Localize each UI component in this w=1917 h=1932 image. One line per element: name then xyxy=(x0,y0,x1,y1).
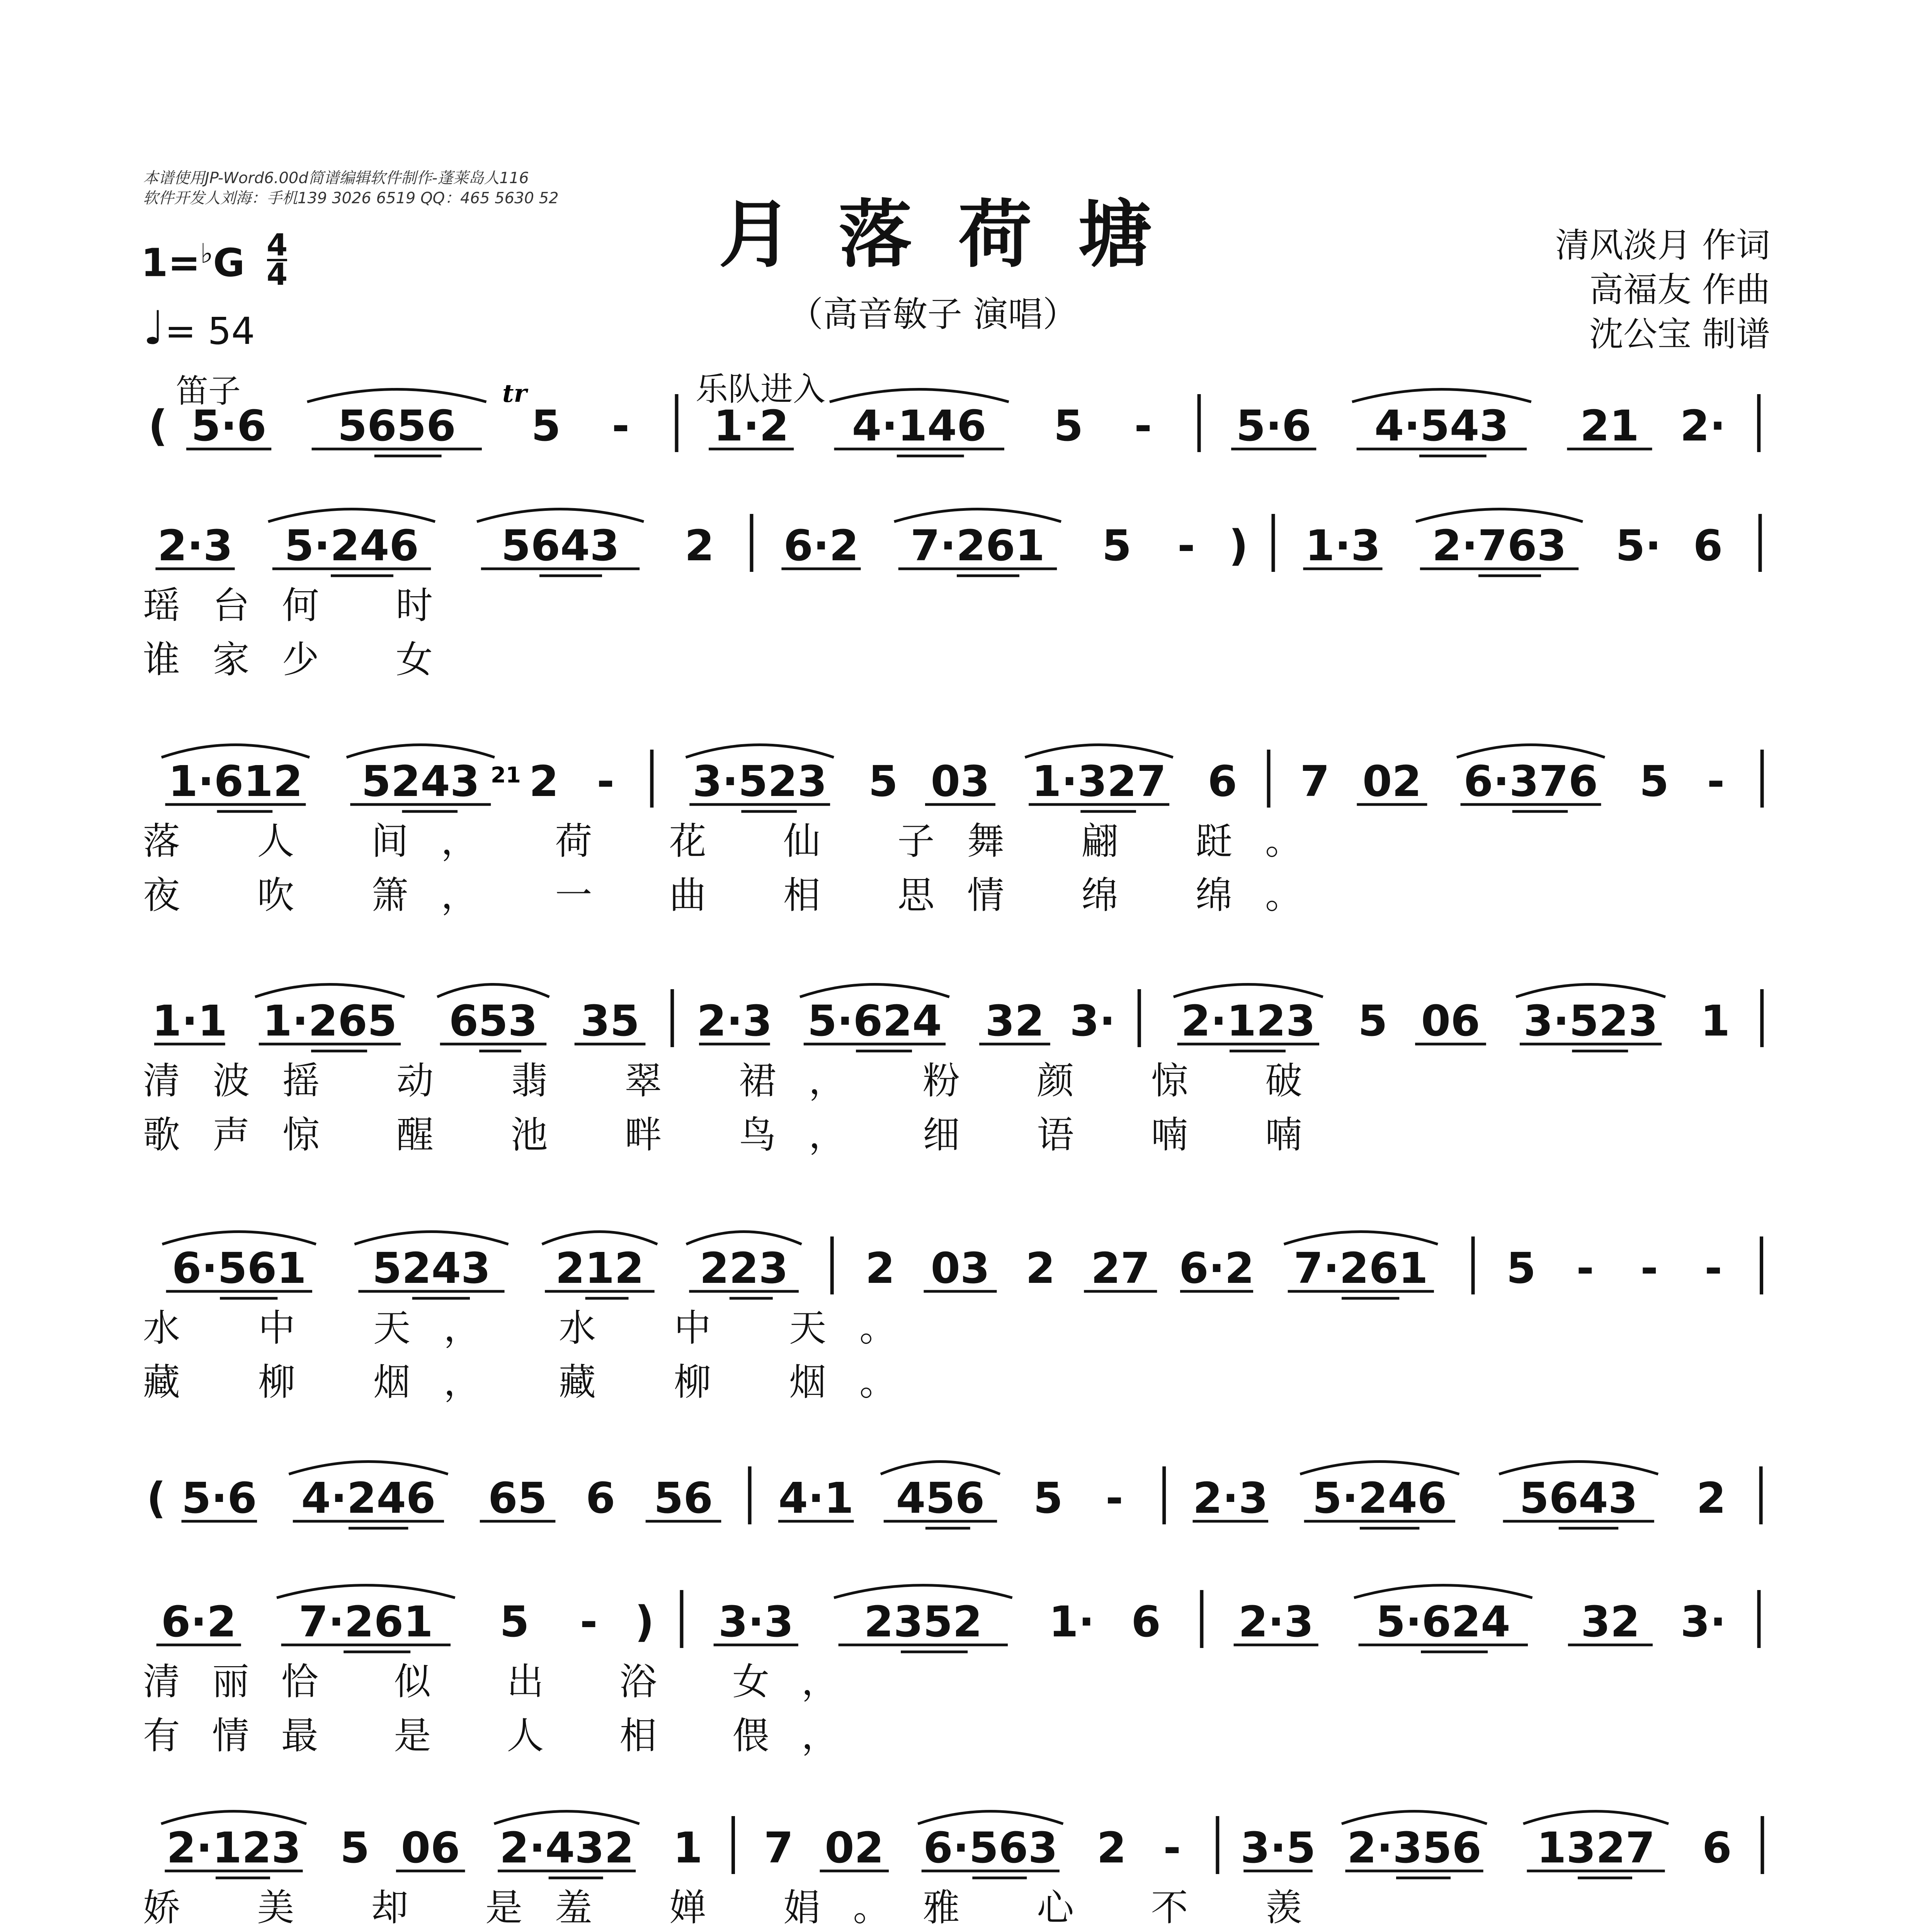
slur xyxy=(268,509,435,522)
note-group: 27 xyxy=(1091,1243,1150,1293)
note-group: 223 xyxy=(699,1243,788,1293)
note-group: 06 xyxy=(401,1823,460,1872)
note-group: 5 xyxy=(1102,521,1132,570)
slur xyxy=(161,1811,306,1824)
note-group: 2352 xyxy=(864,1597,982,1646)
note-group: 32 xyxy=(1580,1597,1640,1646)
key-note: G xyxy=(213,240,245,286)
trill-mark: tr xyxy=(502,379,527,408)
slur xyxy=(437,985,549,997)
note-group: 2 xyxy=(529,757,559,806)
slur xyxy=(277,1585,455,1598)
note-group: - xyxy=(1106,1473,1123,1523)
slur xyxy=(1354,1585,1532,1598)
note-group: 2·3 xyxy=(697,996,772,1046)
note-group: 6 xyxy=(1702,1823,1732,1872)
slur xyxy=(1284,1232,1438,1245)
lyric-line-1: 清丽恰 似 出 浴 女， xyxy=(143,1660,839,1703)
note-group: 6·2 xyxy=(161,1597,236,1646)
note-group: 7·261 xyxy=(298,1597,433,1646)
system-2 xyxy=(143,509,1760,682)
note-group: 2 xyxy=(1696,1473,1726,1523)
lyric-line-1: 落 人 间， 荷 花 仙 子舞 翩 跹。 xyxy=(143,820,1302,863)
note-group: 456 xyxy=(896,1473,985,1523)
slur xyxy=(289,1462,448,1475)
note-group: 03 xyxy=(930,757,990,806)
lyric-line-2: 有情最 是 人 相 偎， xyxy=(143,1714,839,1757)
note-group: 6 xyxy=(1693,521,1723,570)
slur xyxy=(1416,509,1583,522)
note-group: 1·3 xyxy=(1305,521,1381,570)
note-group: ( xyxy=(148,401,168,451)
slur xyxy=(1499,1462,1658,1475)
note-group: 4·246 xyxy=(301,1473,436,1523)
label-band-entry: 乐队进入 xyxy=(696,370,826,408)
note-group: 2 xyxy=(865,1243,895,1293)
note-group: 4·1 xyxy=(778,1473,854,1523)
note-group: 5643 xyxy=(501,521,620,570)
note-group: 4·146 xyxy=(852,401,987,451)
slur xyxy=(1300,1462,1459,1475)
note-group: 5·624 xyxy=(1376,1597,1510,1646)
note-group: 56 xyxy=(654,1473,713,1523)
note-group: 653 xyxy=(449,996,538,1046)
note-group: 7 xyxy=(1300,757,1330,806)
note-group: 5·6 xyxy=(181,1473,257,1523)
note-group: 5 xyxy=(1033,1473,1063,1523)
note-group: 21 xyxy=(1580,401,1639,451)
slur xyxy=(1174,985,1323,997)
note-group: - xyxy=(1163,1823,1181,1872)
note-group: 3· xyxy=(1070,996,1116,1046)
note-group: - xyxy=(1704,1243,1722,1293)
lyric-line-1: 水 中 天， 水 中 天。 xyxy=(143,1306,896,1350)
note-group: 06 xyxy=(1421,996,1480,1046)
note-group: 212 xyxy=(555,1243,644,1293)
note-group: 3·5 xyxy=(1240,1823,1316,1872)
note-group: 02 xyxy=(825,1823,884,1872)
credit-lyrics: 清风淡月 作词 xyxy=(1555,225,1770,265)
note-group: 3·523 xyxy=(692,757,827,806)
slur xyxy=(354,1232,508,1245)
slur xyxy=(1352,389,1531,402)
note-group: 2 xyxy=(1097,1823,1126,1872)
note-group: 35 xyxy=(580,996,640,1046)
note-group: 1·612 xyxy=(168,757,303,806)
note-group: 3·3 xyxy=(718,1597,794,1646)
note-group: 6 xyxy=(1131,1597,1161,1646)
time-bottom: 4 xyxy=(267,257,288,292)
note-group: 1 xyxy=(1700,996,1730,1046)
note-group: 5·6 xyxy=(191,401,267,451)
note-group: 5656 xyxy=(337,401,456,451)
credit-music: 高福友 作曲 xyxy=(1589,270,1770,310)
note-group: 5 xyxy=(1053,401,1084,451)
system-6 xyxy=(146,1462,1761,1529)
quarter-note-icon: ♩ xyxy=(143,301,165,355)
lyric-line-2: 歌声惊 醒 池 畔 鸟， 细 语 喃 喃 xyxy=(143,1113,1302,1156)
lyric-line-1: 娇 美 却 是羞 婵 娟。雅 心 不 羡 xyxy=(143,1886,1302,1929)
lyric-line-2: 夜 吹 箫， 一 曲 相 思情 绵 绵。 xyxy=(143,874,1302,917)
note-group: - xyxy=(612,401,629,451)
credit-score: 沈公宝 制谱 xyxy=(1589,314,1770,354)
time-top: 4 xyxy=(267,228,288,263)
note-group: ) xyxy=(634,1597,654,1646)
note-group: 5243 xyxy=(372,1243,491,1293)
note-group: - xyxy=(1177,521,1195,570)
slur xyxy=(686,1232,802,1245)
note-group: 1· xyxy=(1049,1597,1095,1646)
note-group: 5 xyxy=(868,757,898,806)
lyric-line-2: 谁家少 女 xyxy=(143,638,433,681)
note-group: 32 xyxy=(985,996,1044,1046)
slur xyxy=(1025,745,1173,758)
note-group: 5· xyxy=(1615,521,1662,570)
song-title: 月落荷塘 xyxy=(719,191,1198,277)
slur xyxy=(1523,1811,1669,1824)
note-group: 5·624 xyxy=(807,996,942,1046)
flat-icon: ♭ xyxy=(200,238,213,269)
note-group: - xyxy=(1640,1243,1658,1293)
lyric-line-2: 藏 柳 烟， 藏 柳 烟。 xyxy=(143,1361,896,1404)
key-prefix: 1= xyxy=(141,240,201,286)
slur xyxy=(1457,745,1605,758)
note-group: 02 xyxy=(1362,757,1422,806)
slur xyxy=(307,389,486,402)
note-group: 1·2 xyxy=(713,401,789,451)
note-group: 1327 xyxy=(1536,1823,1655,1872)
note-group: 5 xyxy=(1506,1243,1536,1293)
note-group: 6·376 xyxy=(1463,757,1598,806)
note-group: 5 xyxy=(1639,757,1669,806)
note-group: 5243 xyxy=(361,757,480,806)
slur xyxy=(800,985,949,997)
note-group: 2·356 xyxy=(1347,1823,1482,1872)
slur xyxy=(162,745,310,758)
note-group: - xyxy=(580,1597,598,1646)
note-group: 6 xyxy=(1208,757,1237,806)
note-group: 2 xyxy=(684,521,714,570)
system-5 xyxy=(143,1232,1762,1404)
note-group: - xyxy=(1134,401,1152,451)
note-group: 6·2 xyxy=(783,521,859,570)
note-group: 5·246 xyxy=(1312,1473,1447,1523)
label-flute: 笛子 xyxy=(176,372,241,410)
note-group: 5 xyxy=(531,401,561,451)
note-group: 7 xyxy=(764,1823,794,1872)
slur xyxy=(1342,1811,1487,1824)
note-group: 2 xyxy=(1026,1243,1055,1293)
tempo-value: = 54 xyxy=(165,310,255,353)
note-group: 2·763 xyxy=(1432,521,1567,570)
note-group: 5·246 xyxy=(284,521,419,570)
system-8 xyxy=(143,1811,1762,1932)
note-group: 5·6 xyxy=(1236,401,1311,451)
slur xyxy=(834,1585,1012,1598)
note-group: 1·1 xyxy=(152,996,228,1046)
note-group: 5643 xyxy=(1519,1473,1638,1523)
lyric-line-1: 瑶台何 时 xyxy=(143,584,433,627)
note-group: 2·3 xyxy=(1238,1597,1314,1646)
note-group: - xyxy=(1707,757,1725,806)
slur xyxy=(255,985,405,997)
slur xyxy=(686,745,834,758)
note-group: ) xyxy=(1228,521,1249,570)
note-group: 03 xyxy=(930,1243,990,1293)
lyric-line-1: 清波摇 动 翡 翠 裙， 粉 颜 惊 破 xyxy=(143,1059,1302,1102)
systems-layer xyxy=(143,389,1767,1932)
note-group: 3·523 xyxy=(1523,996,1658,1046)
slur xyxy=(918,1811,1063,1824)
slur xyxy=(894,509,1061,522)
slur xyxy=(542,1232,658,1245)
software-note-line1: 本谱使用JP-Word6.00d简谱编辑软件制作-蓬莱岛人116 xyxy=(143,169,529,187)
note-group: 6·2 xyxy=(1179,1243,1254,1293)
note-group: 3· xyxy=(1680,1597,1726,1646)
note-group: 5 xyxy=(340,1823,370,1872)
song-subtitle: （高音敏子 演唱） xyxy=(788,294,1078,335)
note-group: 2·432 xyxy=(499,1823,634,1872)
note-group: 1·265 xyxy=(262,996,397,1046)
note-group: 65 xyxy=(488,1473,548,1523)
slur xyxy=(477,509,644,522)
note-group: 6·563 xyxy=(923,1823,1058,1872)
slur xyxy=(347,745,495,758)
system-4 xyxy=(143,985,1762,1157)
note-group: 5 xyxy=(500,1597,529,1646)
note-group: 5 xyxy=(1358,996,1388,1046)
note-group: 6 xyxy=(585,1473,616,1523)
note-group: 6·561 xyxy=(172,1243,306,1293)
note-group: 2·3 xyxy=(1192,1473,1268,1523)
grace-note-mark: 21 xyxy=(491,763,521,788)
note-group: 2·123 xyxy=(1181,996,1316,1046)
slur xyxy=(830,389,1009,402)
note-group: 2·123 xyxy=(167,1823,301,1872)
note-group: 2· xyxy=(1680,401,1726,451)
system-1 xyxy=(148,389,1759,456)
note-group: - xyxy=(1576,1243,1594,1293)
slur xyxy=(881,1462,1000,1475)
note-group: 7·261 xyxy=(1293,1243,1428,1293)
slur xyxy=(162,1232,316,1245)
note-group: 7·261 xyxy=(910,521,1045,570)
system-3 xyxy=(143,745,1762,917)
slur xyxy=(494,1811,640,1824)
note-group: 2·3 xyxy=(157,521,233,570)
note-group: ( xyxy=(146,1473,166,1523)
software-note-line2: 软件开发人刘海：手机139 3026 6519 QQ：465 5630 52 xyxy=(143,189,559,207)
note-group: - xyxy=(597,757,614,806)
slur xyxy=(1516,985,1665,997)
note-group: 4·543 xyxy=(1374,401,1509,451)
note-group: 1·327 xyxy=(1032,757,1167,806)
note-group: 1 xyxy=(673,1823,703,1872)
system-7 xyxy=(143,1585,1759,1758)
